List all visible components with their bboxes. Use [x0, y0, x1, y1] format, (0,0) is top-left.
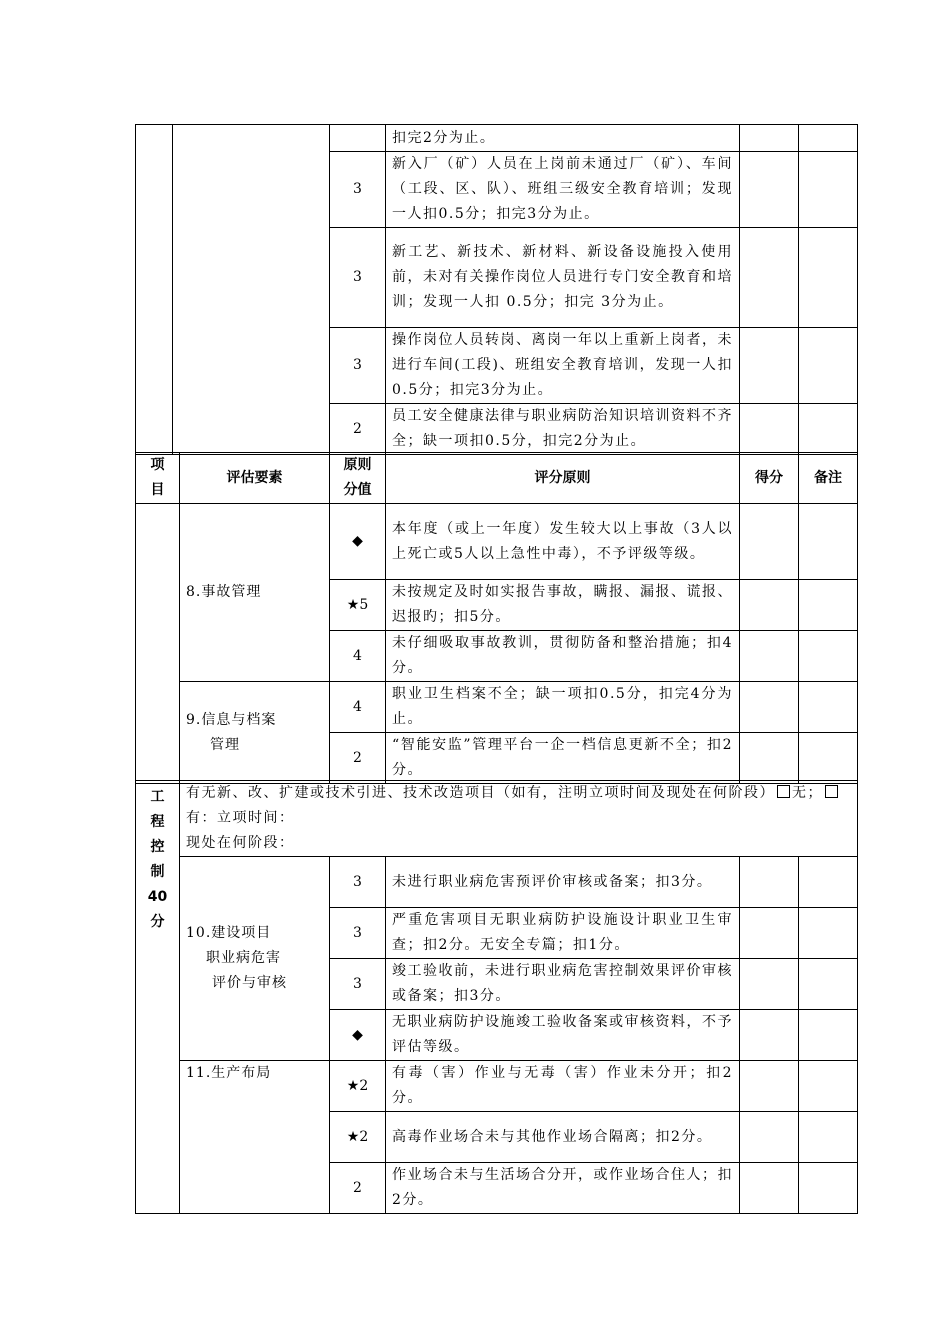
score-cell: 2 [330, 404, 386, 455]
note-cell[interactable] [799, 631, 858, 682]
header-row [136, 453, 858, 504]
score-cell: 4 [330, 631, 386, 682]
got-score-cell[interactable] [740, 580, 799, 631]
element-name: 管理 [210, 736, 240, 753]
rule-cell: 未按规定及时如实报告事故，瞒报、漏报、谎报、迟报旳；扣5分。 [386, 580, 740, 631]
score-cell: 3 [330, 228, 386, 328]
element-name: 9.信息与档案 [186, 711, 277, 728]
score-cell: 2 [330, 1163, 386, 1214]
score-cell: ◆ [330, 504, 386, 580]
note-cell[interactable] [799, 1112, 858, 1163]
note-cell[interactable] [799, 1163, 858, 1214]
table-row [136, 682, 858, 733]
rule-cell: 操作岗位人员转岗、离岗一年以上重新上岗者，未进行车间(工段)、班组安全教育培训，发现一人扣0.5分；扣完3分为止。 [386, 328, 740, 404]
got-score-cell[interactable] [740, 328, 799, 404]
header-project-line: 项 [150, 457, 165, 473]
got-score-cell[interactable] [740, 733, 799, 784]
header-note: 备注 [799, 453, 858, 504]
category-char: 制 [150, 864, 165, 880]
evaluation-table-a [135, 452, 858, 784]
score-cell [330, 125, 386, 152]
score-cell: 3 [330, 908, 386, 959]
score-cell: ◆ [330, 1010, 386, 1061]
element-name: 评价与审核 [212, 975, 287, 991]
element-name: 10.建设项目 [186, 925, 272, 941]
category-cell [136, 504, 180, 784]
rule-cell: 新入厂（矿）人员在上岗前未通过厂（矿）、车间（工段、区、队）、班组三级安全教育培训；发现一人扣0.5分；扣完3分为止。 [386, 152, 740, 228]
got-score-cell[interactable] [740, 504, 799, 580]
continuation-table [135, 124, 858, 455]
rule-cell: “智能安监”管理平台一企一档信息更新不全；扣2分。 [386, 733, 740, 784]
evaluation-table-b [135, 780, 858, 1214]
got-score-cell[interactable] [740, 152, 799, 228]
category-char: 控 [150, 839, 165, 855]
note-cell[interactable] [799, 682, 858, 733]
rule-cell: 未仔细吸取事故教训，贯彻防备和整治措施；扣4分。 [386, 631, 740, 682]
rule-cell: 扣完2分为止。 [386, 125, 740, 152]
element-construction-project [180, 857, 330, 1061]
table-row [136, 504, 858, 580]
got-score-cell[interactable] [740, 404, 799, 455]
rule-cell: 竣工验收前，未进行职业病危害控制效果评价审核或备案；扣3分。 [386, 959, 740, 1010]
note-cell[interactable] [799, 733, 858, 784]
category-char: 40 [147, 889, 168, 905]
category-engineering-control [136, 781, 180, 1214]
category-char: 工 [150, 789, 165, 805]
header-got: 得分 [740, 453, 799, 504]
yes-label: 有：立项时间： [186, 810, 295, 826]
note-cell[interactable] [799, 908, 858, 959]
note-cell[interactable] [799, 580, 858, 631]
header-project [136, 453, 180, 504]
rule-cell: 新工艺、新技术、新材料、新设备设施投入使用前，未对有关操作岗位人员进行专门安全教育和培训；发现一人扣 0.5分；扣完 3分为止。 [386, 228, 740, 328]
project-intro [180, 781, 858, 857]
score-cell: ★5 [330, 580, 386, 631]
score-cell: 4 [330, 682, 386, 733]
score-cell: 3 [330, 857, 386, 908]
got-score-cell[interactable] [740, 1163, 799, 1214]
rule-cell: 严重危害项目无职业病防护设施设计职业卫生审查；扣2分。无安全专篇；扣1分。 [386, 908, 740, 959]
element-name: 职业病危害 [206, 950, 281, 966]
element-accident-management [180, 504, 330, 682]
element-production-layout [180, 1061, 330, 1214]
no-label: 无； [792, 785, 823, 801]
score-cell: ★2 [330, 1061, 386, 1112]
header-project-line: 目 [150, 482, 165, 498]
note-cell[interactable] [799, 328, 858, 404]
element-name: 11.生产布局 [186, 1065, 272, 1081]
table-row [136, 857, 858, 908]
score-cell: 3 [330, 328, 386, 404]
got-score-cell[interactable] [740, 631, 799, 682]
note-cell[interactable] [799, 228, 858, 328]
note-cell[interactable] [799, 404, 858, 455]
got-score-cell[interactable] [740, 1112, 799, 1163]
intro-text: 有无新、改、扩建或技术引进、技术改造项目（如有，注明立项时间及现处在何阶段） [186, 785, 775, 801]
got-score-cell[interactable] [740, 125, 799, 152]
got-score-cell[interactable] [740, 228, 799, 328]
rule-cell: 本年度（或上一年度）发生较大以上事故（3人以上死亡或5人以上急性中毒），不予评级等级。 [386, 504, 740, 580]
got-score-cell[interactable] [740, 908, 799, 959]
note-cell[interactable] [799, 125, 858, 152]
rule-cell: 高毒作业场合未与其他作业场合隔离；扣2分。 [386, 1112, 740, 1163]
header-score-line: 分值 [343, 482, 372, 498]
stage-label: 现处在何阶段： [186, 835, 295, 851]
checkbox-no[interactable] [777, 785, 790, 798]
got-score-cell[interactable] [740, 1061, 799, 1112]
got-score-cell[interactable] [740, 857, 799, 908]
note-cell[interactable] [799, 504, 858, 580]
score-cell: ★2 [330, 1112, 386, 1163]
note-cell[interactable] [799, 857, 858, 908]
element-cell [173, 125, 330, 455]
rule-cell: 未进行职业病危害预评价审核或备案；扣3分。 [386, 857, 740, 908]
note-cell[interactable] [799, 959, 858, 1010]
header-score-line: 原则 [343, 457, 372, 473]
score-cell: 3 [330, 959, 386, 1010]
rule-cell: 有毒（害）作业与无毒（害）作业未分开；扣2分。 [386, 1061, 740, 1112]
rule-cell: 员工安全健康法律与职业病防治知识培训资料不齐全；缺一项扣0.5分，扣完2分为止。 [386, 404, 740, 455]
header-rule: 评分原则 [386, 453, 740, 504]
element-name: 8.事故管理 [186, 584, 262, 600]
category-cell [136, 125, 173, 455]
rule-cell: 无职业病防护设施竣工验收备案或审核资料，不予评估等级。 [386, 1010, 740, 1061]
rule-cell: 职业卫生档案不全；缺一项扣0.5分，扣完4分为止。 [386, 682, 740, 733]
score-cell: 2 [330, 733, 386, 784]
intro-row [136, 781, 858, 857]
category-char: 分 [150, 914, 165, 930]
table-row [136, 125, 858, 152]
checkbox-yes[interactable] [825, 785, 838, 798]
got-score-cell[interactable] [740, 959, 799, 1010]
note-cell[interactable] [799, 152, 858, 228]
header-element: 评估要素 [180, 453, 330, 504]
note-cell[interactable] [799, 1010, 858, 1061]
rule-cell: 作业场合未与生活场合分开，或作业场合住人；扣2分。 [386, 1163, 740, 1214]
header-score [330, 453, 386, 504]
got-score-cell[interactable] [740, 682, 799, 733]
score-cell: 3 [330, 152, 386, 228]
table-row [136, 1061, 858, 1112]
category-char: 程 [150, 814, 165, 830]
element-info-archive [180, 682, 330, 784]
note-cell[interactable] [799, 1061, 858, 1112]
got-score-cell[interactable] [740, 1010, 799, 1061]
